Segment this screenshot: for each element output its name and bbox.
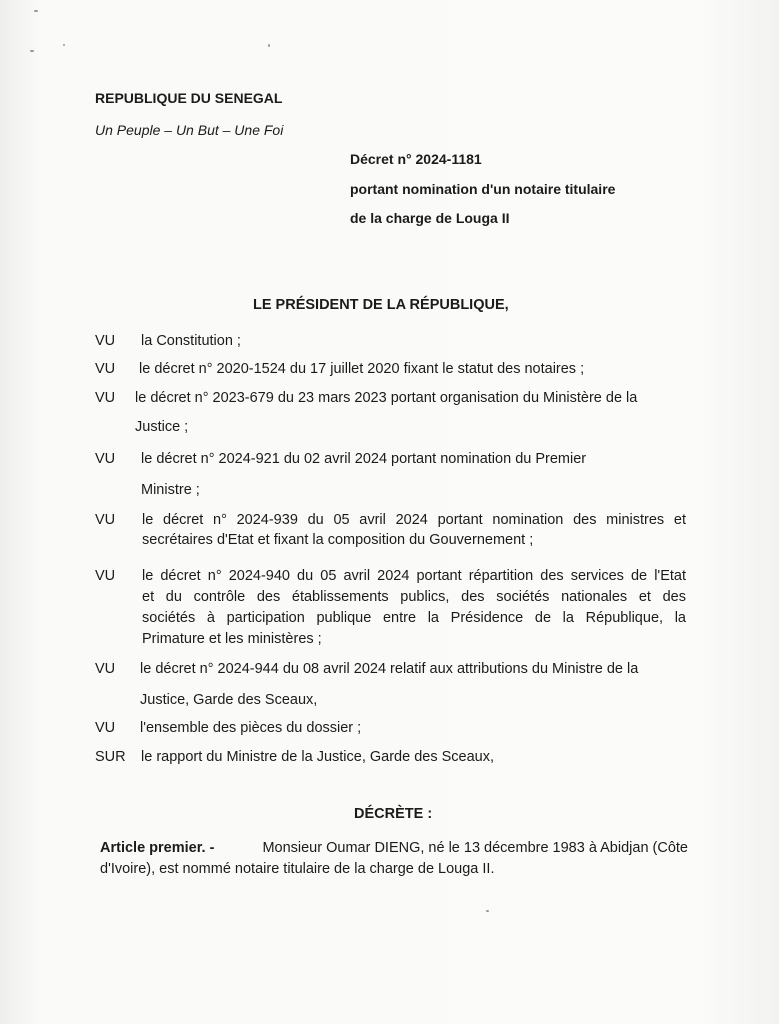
scan-speck xyxy=(30,50,34,52)
consideration-prefix: VU xyxy=(95,451,116,467)
consideration-text: le décret n° 2020-1524 du 17 juillet 2020 fixant le statut des notaires ; xyxy=(139,361,585,377)
article-text-line-1: Monsieur Oumar DIENG, né le 13 décembre 1983 à Abidjan (Côte xyxy=(262,840,688,856)
consideration-prefix: VU xyxy=(95,512,116,528)
consideration-text: le rapport du Ministre de la Justice, Garde des Sceaux, xyxy=(141,749,495,765)
consideration-prefix: VU xyxy=(95,390,116,406)
consideration-text: Primature et les ministères ; xyxy=(142,631,322,647)
consideration-text: le décret n° 2024-921 du 02 avril 2024 portant nomination du Premier xyxy=(141,451,587,467)
consideration-text: le décret n° 2024-939 du 05 avril 2024 portant nomination des ministres et xyxy=(142,512,686,528)
decree-number: Décret n° 2024-1181 xyxy=(350,151,482,167)
consideration-text: Justice ; xyxy=(135,419,189,435)
consideration-text: Justice, Garde des Sceaux, xyxy=(140,692,318,708)
consideration-text: le décret n° 2024-944 du 08 avril 2024 relatif aux attributions du Ministre de la xyxy=(140,661,639,677)
consideration-prefix: VU xyxy=(95,361,116,377)
decree-subject-line-2: de la charge de Louga II xyxy=(350,210,510,226)
consideration-prefix: VU xyxy=(95,720,116,736)
national-motto: Un Peuple – Un But – Une Foi xyxy=(95,122,284,138)
article-paragraph xyxy=(100,840,688,877)
authority-heading: LE PRÉSIDENT DE LA RÉPUBLIQUE, xyxy=(253,297,509,313)
decree-subject-line-1: portant nomination d'un notaire titulaire xyxy=(350,181,616,197)
consideration-text: secrétaires d'Etat et fixant la composition du Gouvernement ; xyxy=(142,532,534,548)
article-label: Article premier. - xyxy=(100,840,215,856)
scan-speck xyxy=(63,44,65,46)
consideration-prefix: VU xyxy=(95,661,116,677)
consideration-text: l'ensemble des pièces du dossier ; xyxy=(140,720,362,736)
decrees-heading: DÉCRÈTE : xyxy=(354,806,433,822)
scan-speck xyxy=(34,10,38,12)
consideration-text: le décret n° 2024-940 du 05 avril 2024 portant répartition des services de l'Etat xyxy=(142,568,686,584)
consideration-prefix: VU xyxy=(95,333,116,349)
article-text-line-2: d'Ivoire), est nommé notaire titulaire de la charge de Louga II. xyxy=(100,861,495,877)
consideration-prefix: VU xyxy=(95,568,116,584)
consideration-text: la Constitution ; xyxy=(141,333,241,349)
consideration-text: et du contrôle des établissements publics, des sociétés nationales et des xyxy=(142,589,686,605)
consideration-prefix: SUR xyxy=(95,749,126,765)
consideration-text: Ministre ; xyxy=(141,482,200,498)
consideration-text: sociétés à participation publique entre la Présidence de la République, la xyxy=(142,610,686,626)
consideration-text: le décret n° 2023-679 du 23 mars 2023 portant organisation du Ministère de la xyxy=(135,390,638,406)
country-name: REPUBLIQUE DU SENEGAL xyxy=(95,90,283,106)
scan-speck xyxy=(486,910,489,912)
scan-speck xyxy=(268,44,270,47)
